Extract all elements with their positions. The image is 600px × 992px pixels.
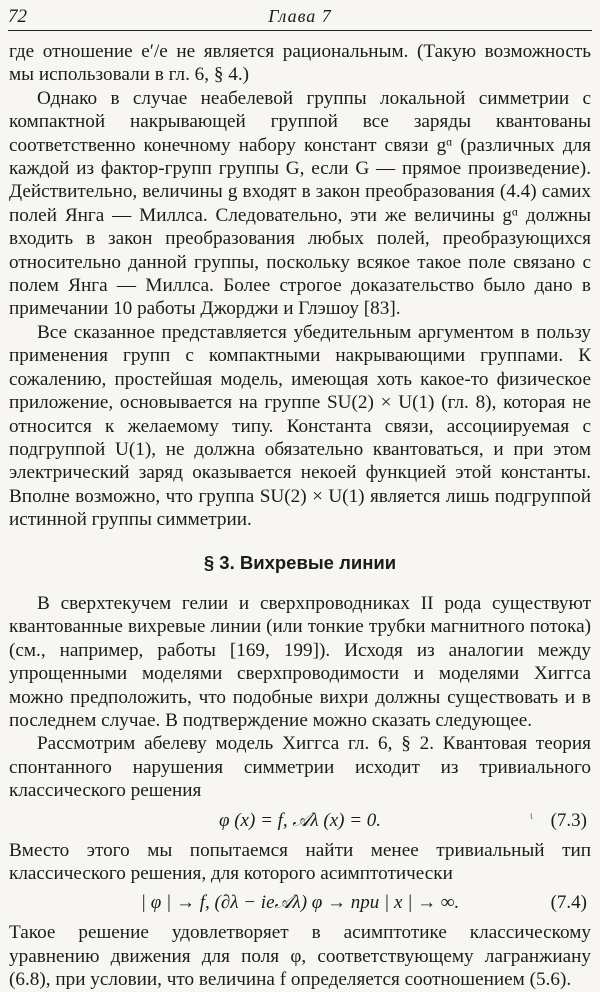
page-header <box>8 4 592 31</box>
paragraph-abelian-higgs: Рассмотрим абелеву модель Хиггса гл. 6, § 2. Квантовая теория спонтанного нарушения симметрии исходит из тривиального классического решения <box>9 733 591 802</box>
equation-7-4-body: | φ | → f, (∂λ − ie𝒜λ) φ → при | x | → ∞. <box>140 892 460 914</box>
equation-7-4-number: (7.4) <box>550 892 587 914</box>
paragraph-nonabelian: Однако в случае неабелевой группы локальной симметрии с компактной накрывающей группой все заряды квантованы соответственно конечному набору констант связи gᵅ (различных для каждой из фактор-групп группы G, если G — прямое произведение). Действительно, величины g входят в закон преобразования (4.4) самих полей Янга — Миллса. Следовательно, эти же величины gᵅ должны входить в закон преобразования любых полей, преобразующихся относительно данной группы, поскольку всякое такое поле связано с полем Янга — Миллса. Более строгое доказательство было дано в примечании 10 работы Джорджи и Глэшоу [83]. <box>9 87 591 320</box>
paragraph-compact-groups: Все сказанное представляется убедительным аргументом в пользу применения групп с компактными накрывающими группами. К сожалению, простейшая модель, имеющая хоть какое-то физическое приложение, основывается на группе SU(2) × U(1) (гл. 8), которая не относится к желаемому типу. Константа связи, ассоциируемая с подгруппой U(1), не должна обязательно квантоваться, и при этом электрический заряд оказывается некоей функцией этой константы. Вполне возможно, что группа SU(2) × U(1) является лишь подгруппой истинной группы симметрии. <box>9 321 591 531</box>
equation-7-4 <box>9 885 591 921</box>
paragraph-between-equations: Вместо этого мы попытаемся найти менее тривиальный тип классического решения, для которого асимптотически <box>9 839 591 884</box>
paragraph-final: Такое решение удовлетворяет в асимптотике классическому уравнению движения для поля φ, соответствующему лагранжиану (6.8), при условии, что величина f определяется соотношением (5.6). <box>9 922 591 991</box>
section-heading: § 3. Вихревые линии <box>203 551 397 573</box>
equation-7-3-body: φ (x) = f, 𝒜λ (x) = 0. <box>218 809 382 831</box>
margin-mark: ɩ <box>529 807 533 822</box>
paragraph-vortex-intro: В сверхтекучем гелии и сверхпроводниках II рода существуют квантованные вихревые линии (или тонкие трубки магнитного потока) (см., например, работы [169, 199]). Исходя из аналогии между упрощенными моделями сверхпроводимости и моделями Хиггса можно предположить, что подобные вихри должны существовать и в последнем случае. В подтверждение можно сказать следующее. <box>9 592 591 731</box>
paragraph-continuation: где отношение e′/e не является рациональным. (Такую возможность мы использовали в гл. 6, § 4.) <box>9 41 591 86</box>
page-number: 72 <box>8 6 27 27</box>
running-title: Глава 7 <box>268 6 332 26</box>
equation-7-3 <box>9 803 591 839</box>
page-body <box>9 40 591 992</box>
equation-7-3-number: (7.3) <box>550 809 587 831</box>
